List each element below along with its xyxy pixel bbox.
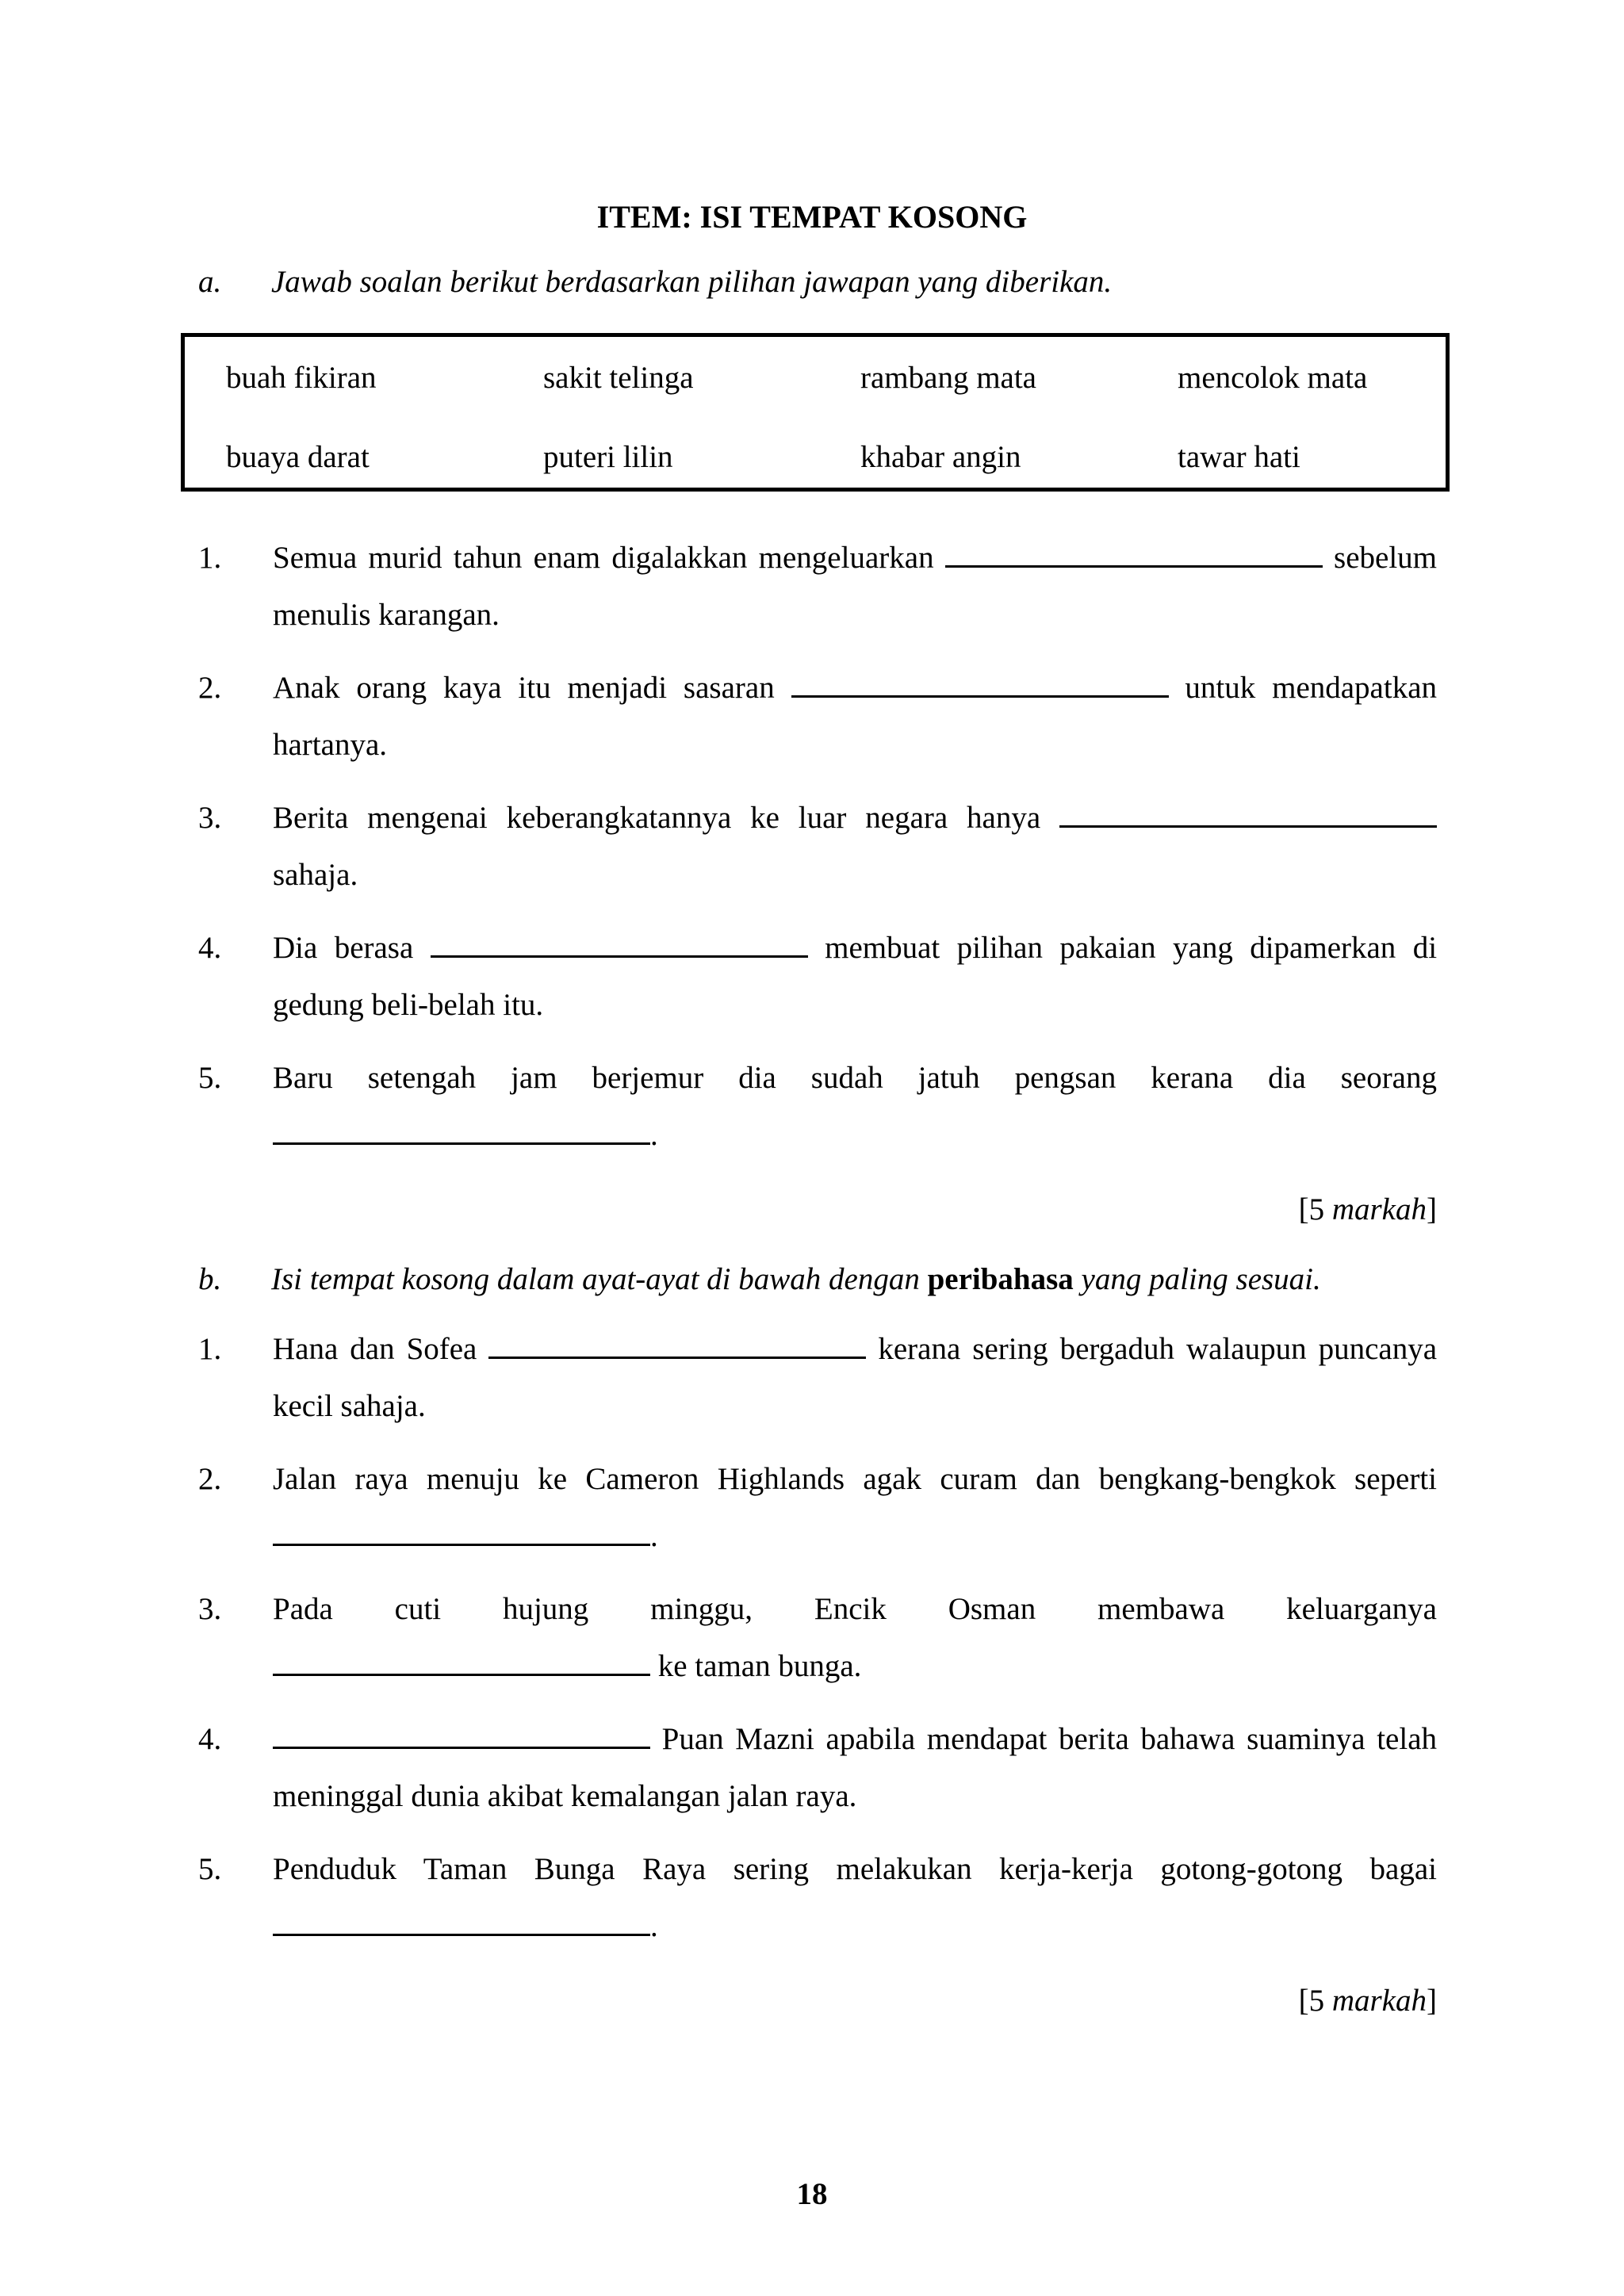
question-text: ke taman bunga. (657, 1649, 862, 1683)
section-b-label: b. (198, 1262, 222, 1296)
choice-word: sakit telinga (543, 361, 694, 395)
answer-blank[interactable] (1059, 798, 1437, 828)
answer-blank[interactable] (945, 538, 1323, 568)
marks-number: [5 (1298, 1984, 1325, 2018)
question-number: 5. (198, 1061, 222, 1095)
question-number: 2. (198, 671, 222, 705)
section-b-marks (1299, 1980, 1437, 2022)
question-text: . (650, 1519, 658, 1553)
question-number: 1. (198, 1332, 222, 1366)
question-text: Semua murid tahun enam digalakkan mengeluarkan (273, 541, 934, 575)
question-number: 4. (198, 931, 222, 965)
answer-choices-box (181, 333, 1450, 492)
question-text: Hana dan Sofea (273, 1332, 477, 1366)
question-number: 3. (198, 801, 222, 835)
question-b2 (198, 1451, 1437, 1565)
marks-close: ] (1427, 1984, 1437, 2018)
choice-word: rambang mata (860, 361, 1036, 395)
question-b1 (198, 1321, 1437, 1435)
section-a-marks (1299, 1189, 1437, 1230)
question-number: 4. (198, 1722, 222, 1756)
marks-number: [5 (1298, 1192, 1325, 1226)
answer-blank[interactable] (273, 1720, 650, 1749)
marks-word: markah (1331, 1984, 1427, 2018)
question-text: Jalan raya menuju ke Cameron Highlands agak curam dan bengkang-bengkok seperti (273, 1462, 1437, 1496)
answer-blank[interactable] (273, 1517, 650, 1546)
question-text: Baru setengah jam berjemur dia sudah jatuh pengsan kerana dia seorang (273, 1061, 1437, 1095)
question-b4 (198, 1711, 1437, 1825)
choice-word: tawar hati (1178, 440, 1300, 474)
question-b3 (198, 1581, 1437, 1695)
question-text: membuat pilihan pakaian yang dipamerkan di gedung beli-belah itu. (273, 931, 1438, 1022)
answer-blank[interactable] (431, 928, 808, 958)
marks-close: ] (1427, 1192, 1437, 1226)
question-text: kerana sering bergaduh walaupun puncanya kecil sahaja. (273, 1332, 1438, 1423)
section-a-instruction-text: Jawab soalan berikut berdasarkan pilihan jawapan yang diberikan. (271, 265, 1113, 299)
question-text: Dia berasa (273, 931, 414, 965)
answer-blank[interactable] (273, 1115, 650, 1145)
question-number: 5. (198, 1852, 222, 1886)
answer-blank[interactable] (273, 1907, 650, 1936)
section-a-label: a. (198, 265, 222, 299)
question-text: Berita mengenai keberangkatannya ke luar negara hanya (273, 801, 1041, 835)
choice-word: buaya darat (226, 440, 370, 474)
question-text: Penduduk Taman Bunga Raya sering melakukan kerja-kerja gotong-gotong bagai (273, 1852, 1437, 1886)
section-b-instruction-text: Isi tempat kosong dalam ayat-ayat di bawah dengan (271, 1262, 920, 1296)
answer-blank[interactable] (488, 1330, 866, 1359)
question-number: 2. (198, 1462, 222, 1496)
question-number: 1. (198, 541, 222, 575)
question-text: untuk mendapatkan hartanya. (273, 671, 1438, 762)
question-text: sebelum menulis karangan. (273, 541, 1438, 632)
question-text: . (650, 1118, 658, 1152)
question-text: Anak orang kaya itu menjadi sasaran (273, 671, 775, 705)
question-text: Pada cuti hujung minggu, Encik Osman membawa keluarganya (273, 1592, 1437, 1626)
question-a4 (198, 920, 1437, 1034)
choice-word: buah fikiran (226, 361, 377, 395)
page-number: 18 (796, 2177, 828, 2211)
question-b5 (198, 1841, 1437, 1955)
question-a1 (198, 530, 1437, 644)
marks-word: markah (1331, 1192, 1427, 1226)
question-a5 (198, 1050, 1437, 1164)
choice-word: mencolok mata (1178, 361, 1368, 395)
choice-word: puteri lilin (543, 440, 673, 474)
question-number: 3. (198, 1592, 222, 1626)
answer-blank[interactable] (791, 668, 1169, 698)
question-a3 (198, 790, 1437, 904)
question-text: Puan Mazni apabila mendapat berita bahawa suaminya telah meninggal dunia akibat kemalangan jalan raya. (273, 1722, 1438, 1813)
question-text: sahaja. (273, 858, 358, 892)
answer-blank[interactable] (273, 1647, 650, 1676)
section-b-keyword: peribahasa (927, 1262, 1074, 1296)
question-a2 (198, 660, 1437, 774)
question-text: . (650, 1909, 658, 1943)
page-title: ITEM: ISI TEMPAT KOSONG (596, 199, 1028, 235)
choice-word: khabar angin (860, 440, 1021, 474)
section-b-instruction-text: yang paling sesuai. (1081, 1262, 1321, 1296)
